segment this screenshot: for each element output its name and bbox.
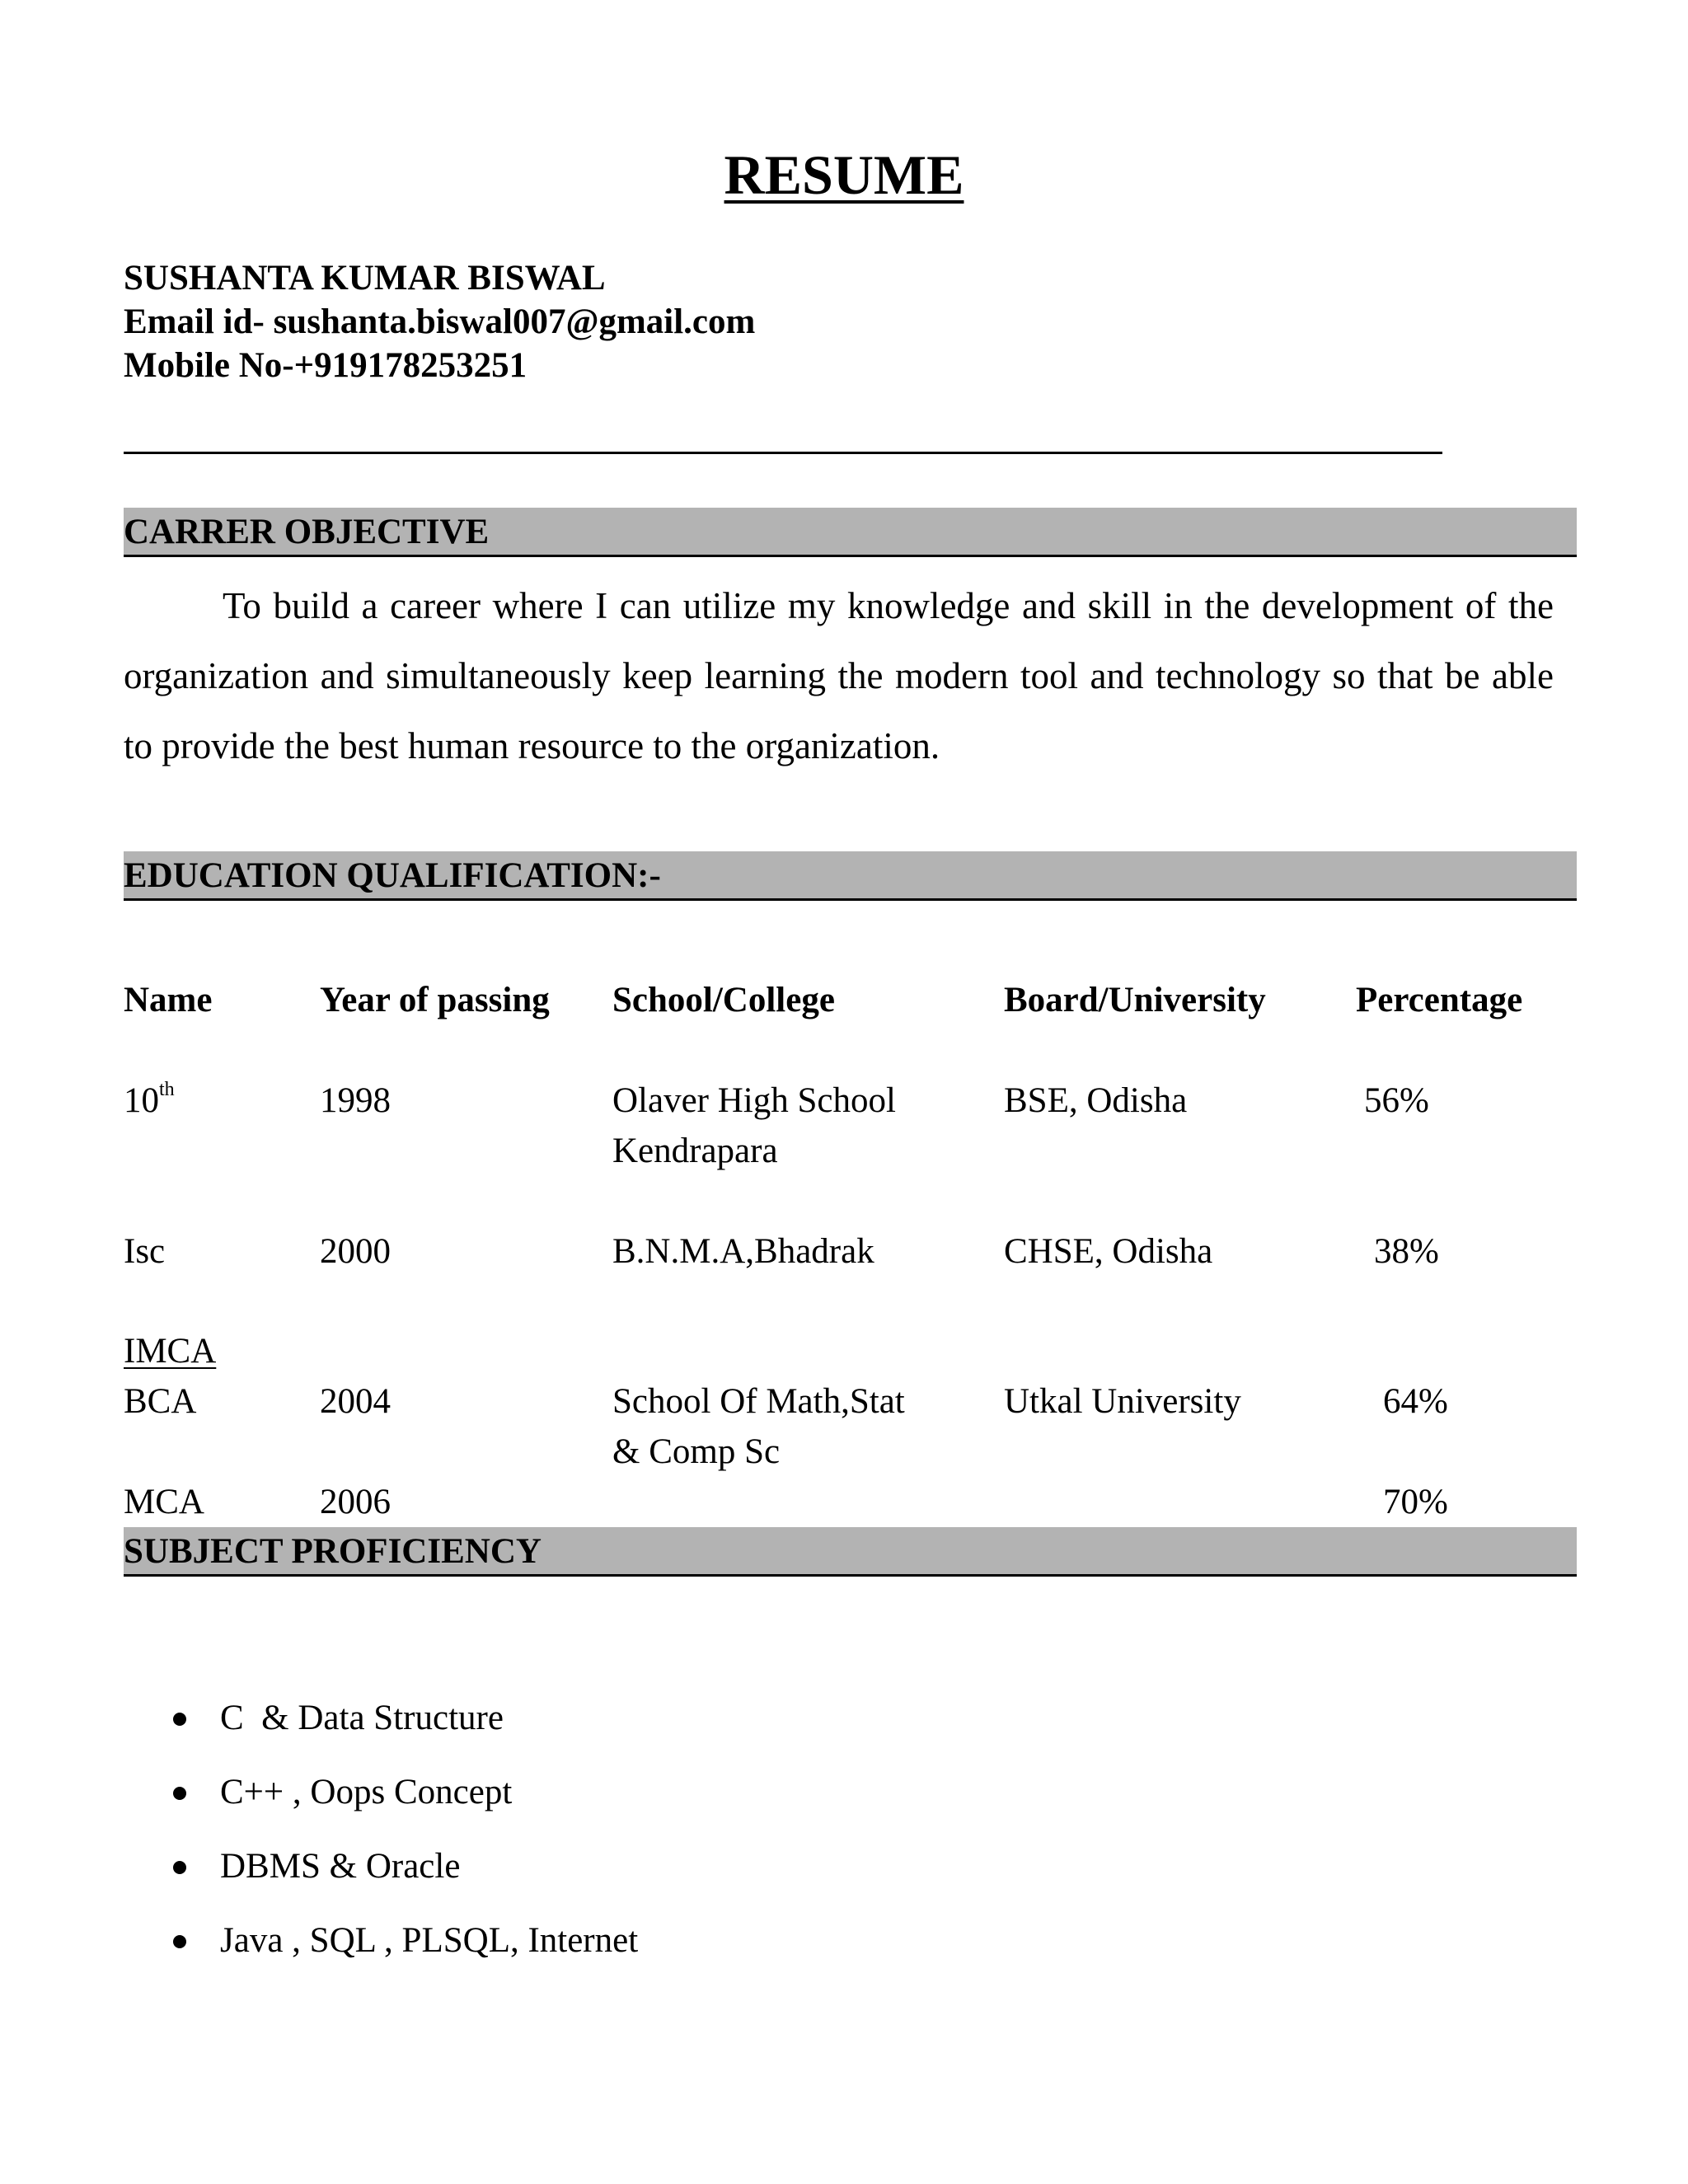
- skills-list: [173, 1681, 638, 1978]
- education-heading-bar: [124, 851, 1577, 901]
- column-header-year: Year of passing: [320, 981, 550, 1019]
- resume-title-text: RESUME: [724, 143, 964, 206]
- cell-name: Isc: [124, 1232, 166, 1271]
- career-objective-heading: CARRER OBJECTIVE: [124, 513, 490, 551]
- cell-school: School Of Math,Stat & Comp Sc: [612, 1382, 905, 1471]
- list-item: Java , SQL , PLSQL, Internet: [173, 1904, 638, 1978]
- cell-name: BCA: [124, 1382, 197, 1421]
- cell-percentage: 38%: [1374, 1232, 1439, 1271]
- career-objective-heading-bar: [124, 508, 1577, 557]
- email-line: Email id- sushanta.biswal007@gmail.com: [124, 302, 756, 341]
- cell-year: 2000: [320, 1232, 391, 1271]
- career-objective-text: To build a career where I can utilize my knowledge and skill in the development of the organization and simultaneously keep learning the modern tool and technology so that be able to provide the best human resource to the organization.: [124, 585, 1554, 766]
- cell-percentage: 64%: [1383, 1382, 1448, 1421]
- cell-school: B.N.M.A,Bhadrak: [612, 1232, 874, 1271]
- subject-proficiency-heading-bar: [124, 1527, 1577, 1577]
- header-divider: [124, 452, 1442, 454]
- column-header-percentage: Percentage: [1356, 981, 1523, 1019]
- cell-year: 2004: [320, 1382, 391, 1421]
- cell-percentage: 56%: [1364, 1081, 1429, 1120]
- column-header-board: Board/University: [1004, 981, 1266, 1019]
- cell-year: 2006: [320, 1483, 391, 1521]
- cell-name: MCA: [124, 1483, 204, 1521]
- cell-board: BSE, Odisha: [1004, 1081, 1188, 1120]
- cell-percentage: 70%: [1383, 1483, 1448, 1521]
- cell-board: CHSE, Odisha: [1004, 1232, 1213, 1271]
- candidate-name: SUSHANTA KUMAR BISWAL: [124, 259, 606, 298]
- cell-school: Olaver High School Kendrapara: [612, 1081, 896, 1170]
- list-item: C++ , Oops Concept: [173, 1755, 638, 1830]
- subject-proficiency-heading: SUBJECT PROFICIENCY: [124, 1532, 542, 1571]
- mobile-line: Mobile No-+919178253251: [124, 346, 528, 385]
- list-item: DBMS & Oracle: [173, 1830, 638, 1904]
- cell-year: 1998: [320, 1081, 391, 1120]
- cell-board: Utkal University: [1004, 1382, 1241, 1421]
- resume-title: [0, 143, 1688, 206]
- column-header-school: School/College: [612, 981, 835, 1019]
- group-label-imca: IMCA: [124, 1332, 217, 1371]
- list-item: C & Data Structure: [173, 1681, 638, 1755]
- education-heading: EDUCATION QUALIFICATION:-: [124, 856, 661, 895]
- cell-name: 10th: [124, 1079, 175, 1120]
- column-header-name: Name: [124, 981, 213, 1019]
